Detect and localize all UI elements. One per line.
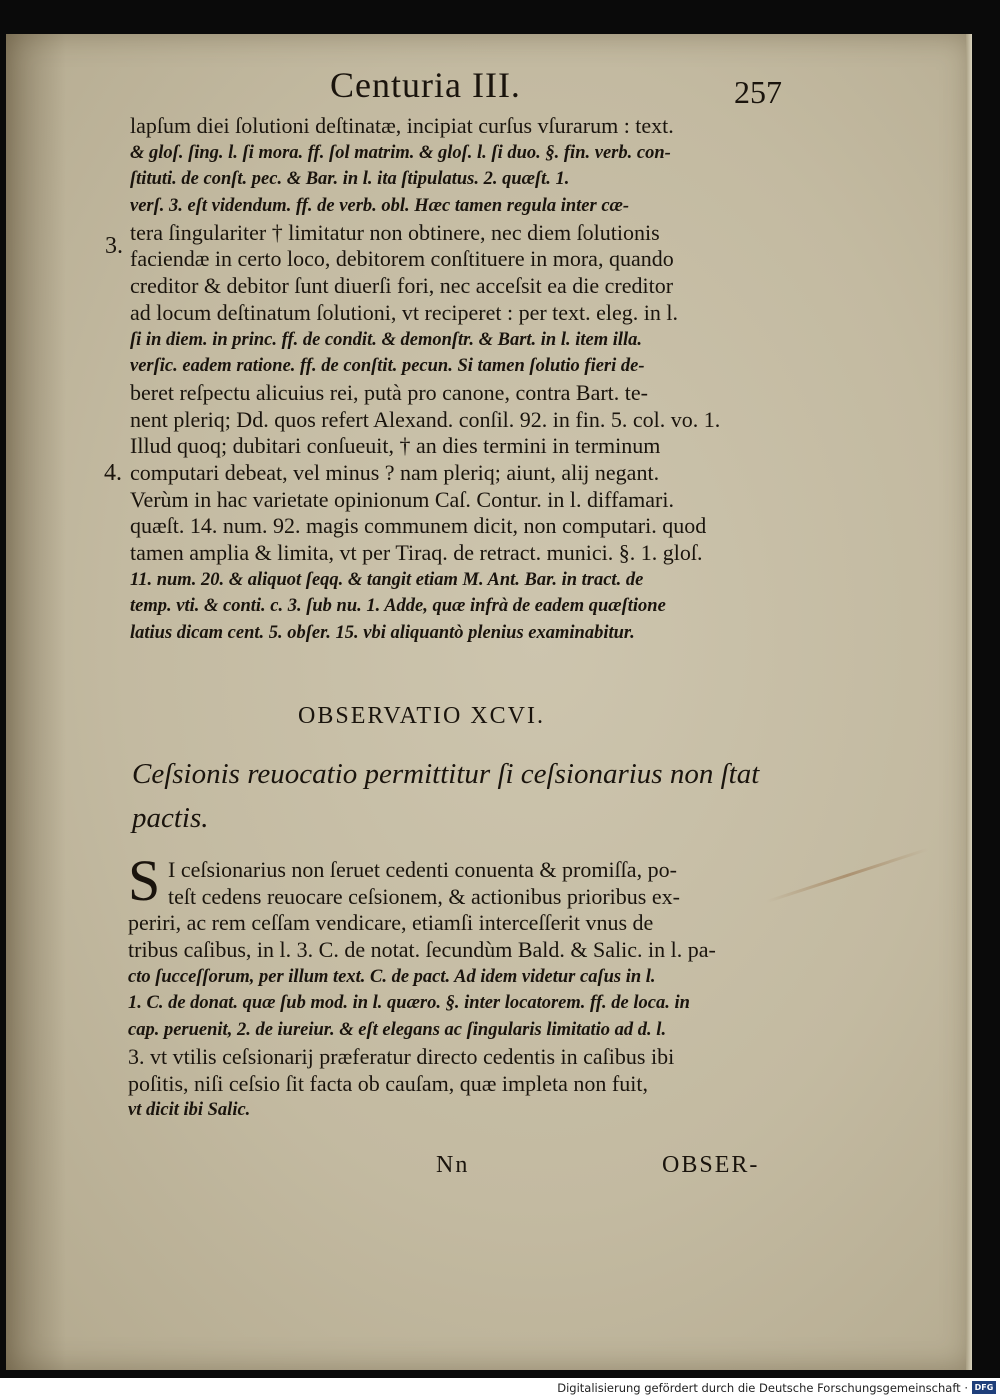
signature-mark: Nn — [436, 1152, 470, 1178]
margin-number-4: 4. — [104, 460, 122, 486]
body-text-line: computari debeat, vel minus ? nam pleriq; aiunt, alij negant. — [130, 459, 660, 485]
observation-text-line: cap. peruenit, 2. de iureiur. & eſt elegans ac ſingularis limitatio ad d. l. — [128, 1020, 667, 1041]
body-text-line: 11. num. 20. & aliquot ſeqq. & tangit etiam M. Ant. Bar. in tract. de — [130, 569, 644, 590]
catchword: OBSER- — [662, 1152, 760, 1178]
body-text-line: & gloſ. ſing. l. ſi mora. ff. ſol matrim. & gloſ. l. ſi duo. §. fin. verb. con- — [130, 142, 671, 163]
body-text-line: verſ. 3. eſt videndum. ff. de verb. obl. Hæc tamen regula inter cæ- — [130, 196, 630, 217]
body-text-block — [130, 113, 786, 647]
observation-text-line: poſitis, niſi ceſsio ſit facta ob cauſam, quæ impleta non fuit, — [128, 1070, 648, 1096]
observation-text-line: I ceſsionarius non ſeruet cedenti conuenta & promiſſa, po- — [168, 857, 677, 882]
body-text-line: ad locum deſtinatum ſolutioni, vt reciperet : per text. eleg. in l. — [130, 299, 679, 325]
observation-text-line: cto ſucceſſorum, per illum text. C. de pact. Ad idem videtur caſus in l. — [128, 966, 656, 987]
margin-number-3: 3. — [105, 233, 123, 259]
body-text-line: latius dicam cent. 5. obſer. 15. vbi aliquantò plenius examinabitur. — [130, 623, 635, 644]
section-subtitle: Ceſsionis reuocatio permittitur ſi ceſsionarius non ſtat pactis. — [132, 758, 760, 834]
observation-text-block — [128, 857, 784, 1124]
running-title: Centuria III. — [330, 65, 521, 105]
body-text-line: ſi in diem. in princ. ff. de condit. & demonſtr. & Bart. in l. item illa. — [130, 329, 643, 350]
page-gutter-shadow — [6, 34, 66, 1370]
body-text-line: tera ſingulariter † limitatur non obtinere, nec diem ſolutionis — [130, 219, 660, 245]
body-text-line: beret reſpectu alicuius rei, putà pro canone, contra Bart. te- — [130, 379, 648, 405]
body-text-line: Verùm in hac varietate opinionum Caſ. Contur. in l. diffamari. — [130, 486, 674, 512]
body-text-line: Illud quoq; dubitari conſueuit, † an dies termini in terminum — [130, 433, 661, 459]
body-text-line: creditor & debitor ſunt diuerſi fori, nec acceſsit ea die creditor — [130, 273, 674, 299]
observation-text-line: vt dicit ibi Salic. — [128, 1100, 251, 1121]
body-text-line: lapſum diei ſolutioni deſtinatæ, incipiat curſus vſurarum : text. — [130, 113, 674, 138]
body-text-line: ſtituti. de conſt. pec. & Bar. in l. ita ſtipulatus. 2. quæſt. 1. — [130, 169, 570, 190]
observation-text-line: teſt cedens reuocare ceſsionem, & actionibus prioribus ex- — [168, 883, 680, 909]
page-edge — [966, 34, 972, 1370]
paper-stain — [766, 848, 929, 903]
page-number: 257 — [734, 74, 782, 110]
body-text-line: tamen amplia & limita, vt per Tiraq. de retract. munici. §. 1. gloſ. — [130, 540, 703, 565]
body-text-line: temp. vti. & conti. c. 3. ſub nu. 1. Adde, quæ infrà de eadem quæſtione — [130, 596, 666, 617]
body-text-line: nent pleriq; Dd. quos refert Alexand. conſil. 92. in fin. 5. col. vo. 1. — [130, 406, 721, 432]
dfg-logo: DFG — [972, 1381, 996, 1394]
observation-text-line: 1. C. de donat. quæ ſub mod. in l. quæro. §. inter locatorem. ff. de loca. in — [128, 993, 690, 1014]
footer-credit: Digitalisierung gefördert durch die Deutsche Forschungsgemeinschaft · — [557, 1381, 968, 1395]
section-heading: OBSERVATIO XCVI. — [298, 703, 545, 729]
observation-text-line: tribus caſibus, in l. 3. C. de notat. ſecundùm Bald. & Salic. in l. pa- — [128, 937, 716, 963]
body-text-line: quæſt. 14. num. 92. magis communem dicit, non computari. quod — [130, 513, 707, 539]
body-text-line: faciendæ in certo loco, debitorem conſtituere in mora, quando — [130, 246, 674, 272]
observation-text-line: periri, ac rem ceſſam vendicare, etiamſi interceſſerit vnus de — [128, 910, 654, 936]
body-text-line: verſic. eadem ratione. ff. de conſtit. pecun. Si tamen ſolutio fieri de- — [130, 356, 645, 377]
drop-cap: S — [128, 848, 161, 913]
observation-text-line: 3. vt vtilis ceſsionarij præferatur directo cedentis in caſibus ibi — [128, 1043, 675, 1069]
